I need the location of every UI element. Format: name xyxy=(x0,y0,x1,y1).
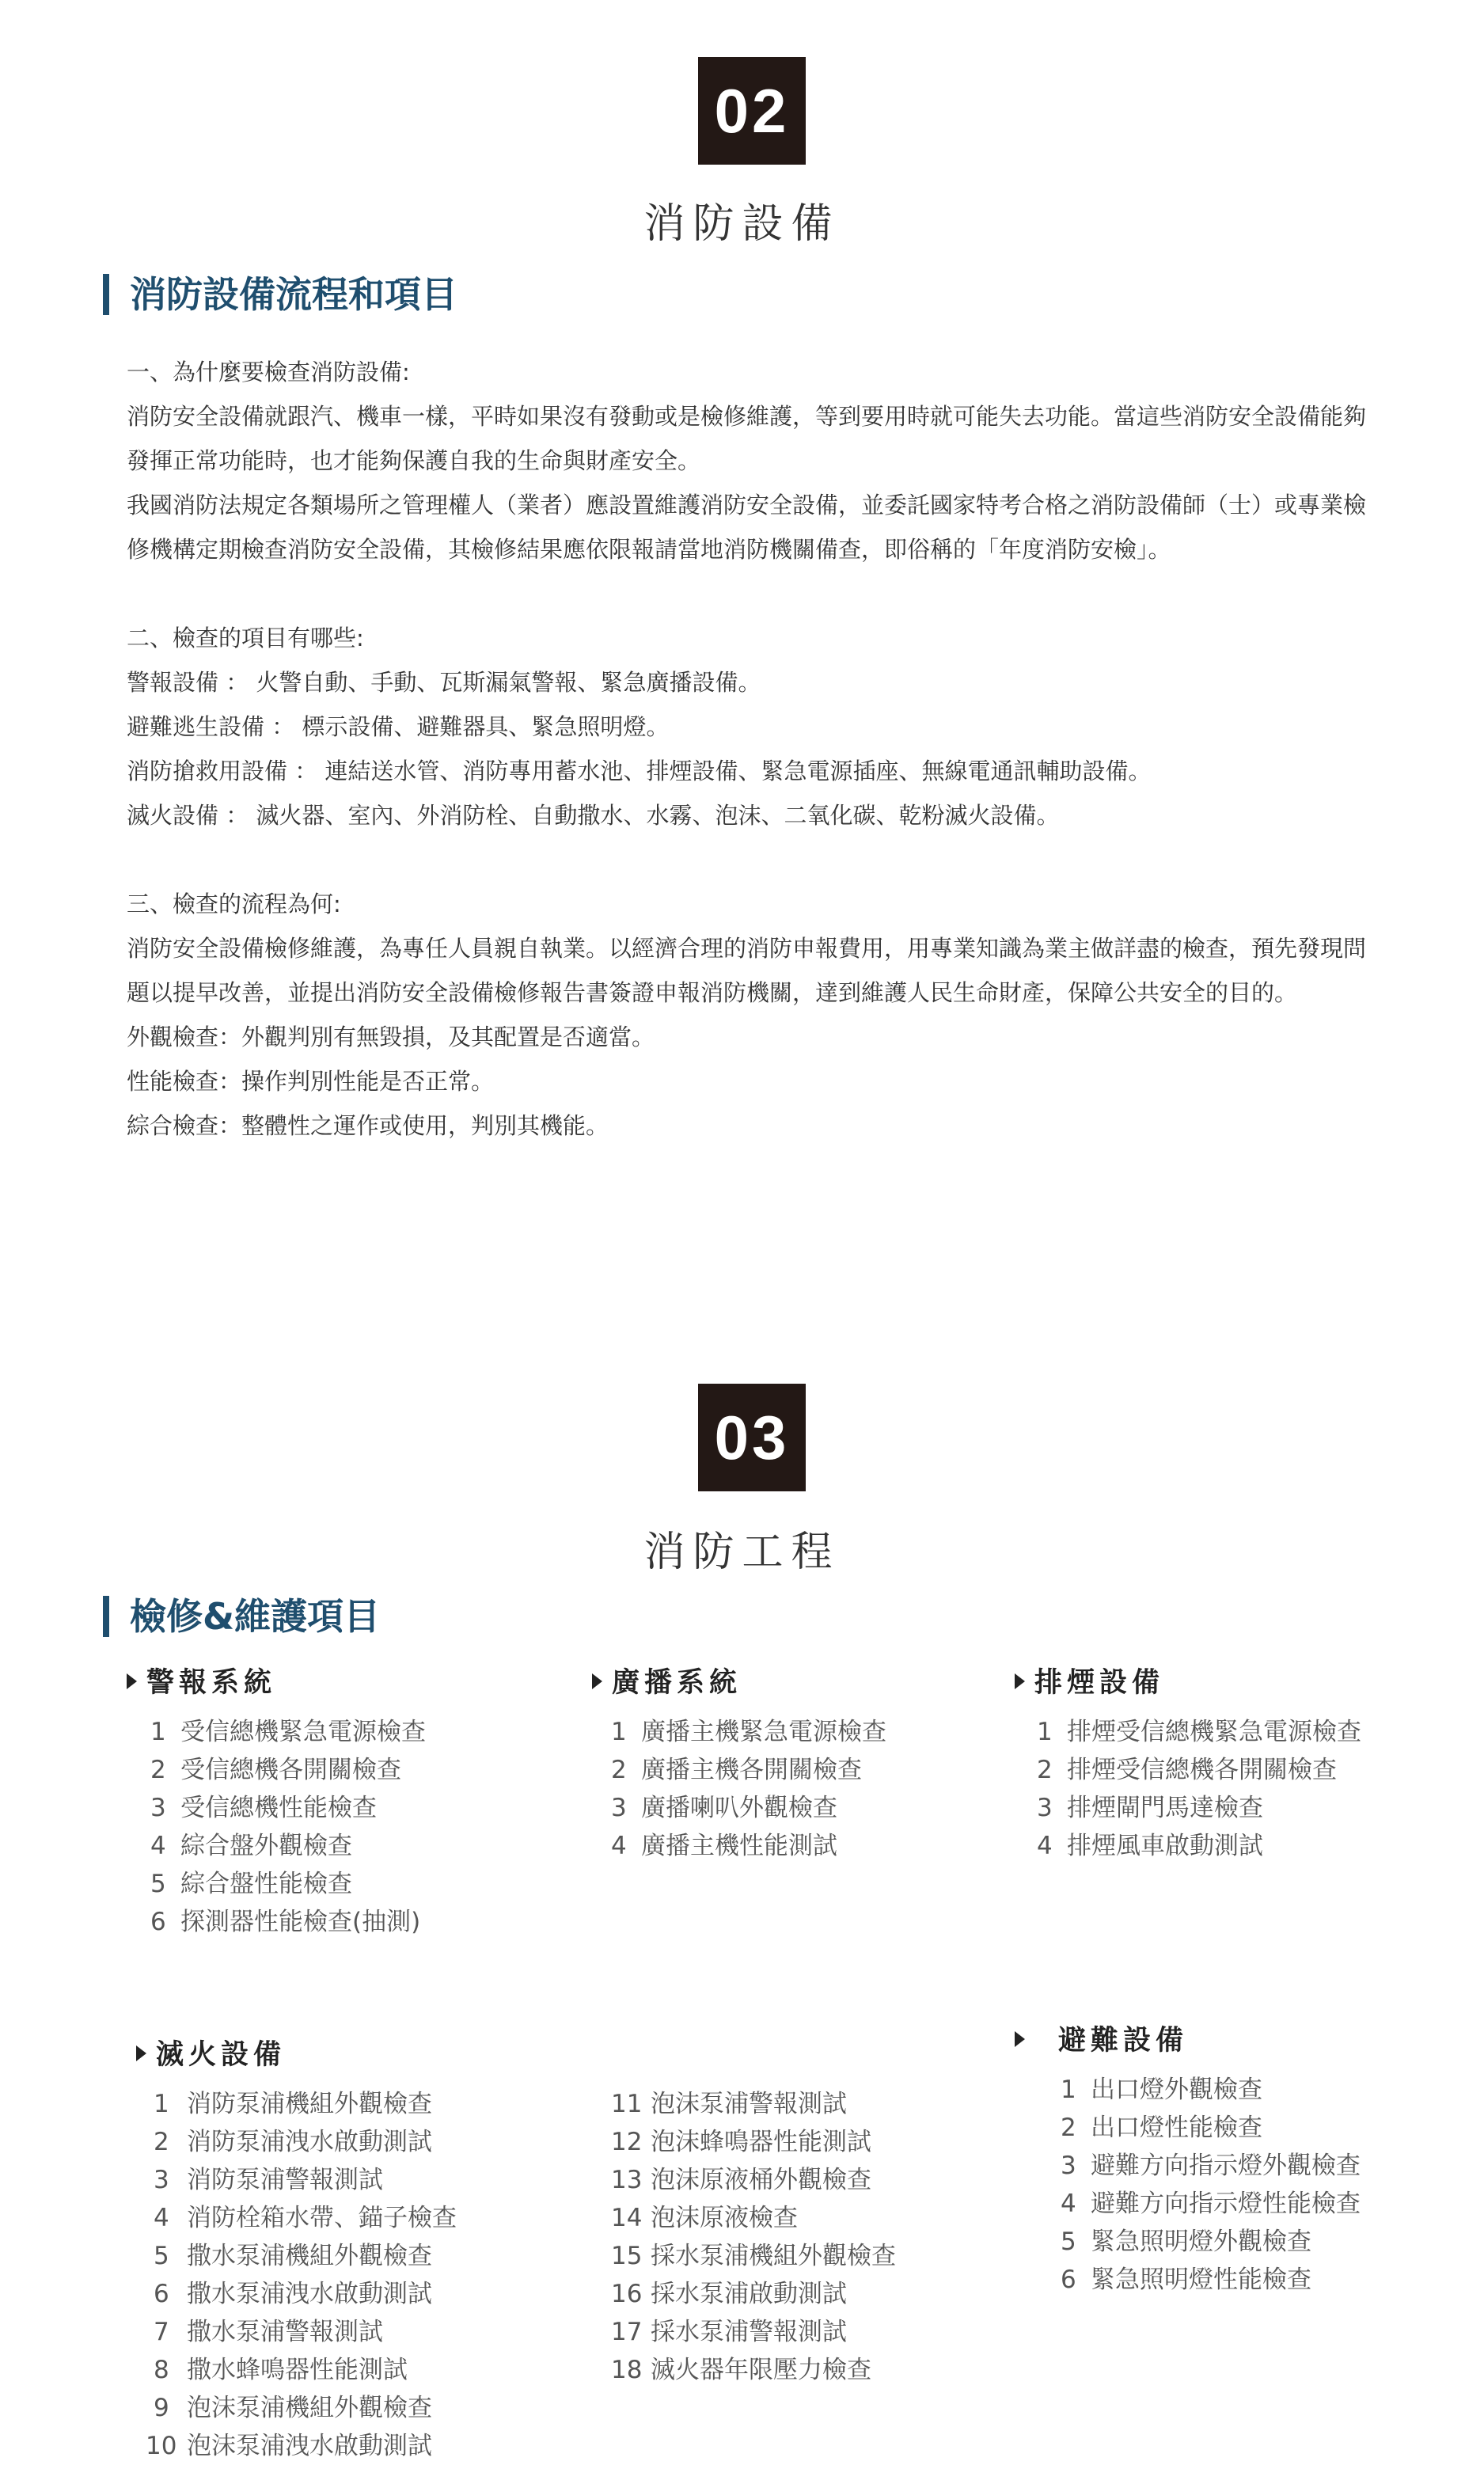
list-item xyxy=(136,2237,457,2275)
section-heading: 檢修&維護項目 xyxy=(103,1596,380,1637)
item-text: 撒水泵浦機組外觀檢查 xyxy=(187,2242,432,2270)
intro-gap xyxy=(127,572,1377,616)
list-item xyxy=(136,2351,457,2389)
item-number: 1 xyxy=(1061,2076,1076,2104)
list-item xyxy=(127,1827,426,1865)
intro-text xyxy=(127,350,1377,1148)
list-item xyxy=(136,2085,457,2123)
list-item xyxy=(1015,1713,1361,1751)
item-number: 4 xyxy=(1061,2190,1076,2218)
item-number: 2 xyxy=(1037,1756,1053,1784)
item-text: 排煙閘門馬達檢查 xyxy=(1067,1794,1263,1822)
list-item xyxy=(1015,1827,1361,1865)
list-item xyxy=(136,2389,457,2427)
item-number: 2 xyxy=(154,2128,169,2156)
item-text: 撒水蜂鳴器性能測試 xyxy=(187,2356,408,2384)
intro-line: 避難逃生設備 ： 標示設備、避難器具、緊急照明燈。 xyxy=(127,713,670,740)
item-number: 2 xyxy=(1061,2114,1076,2142)
intro-line: 消防安全設備就跟汽、機車一樣，平時如果沒有發動或是檢修維護，等到要用時就可能失去功能。當這些消防安全設備能夠發揮正常功能時，也才能夠保護自我的生命與財產安全。 xyxy=(127,403,1367,474)
triangle-bullet-icon xyxy=(127,1673,137,1689)
item-text: 排煙受信總機各開關檢查 xyxy=(1067,1756,1337,1784)
item-number: 4 xyxy=(611,1832,627,1860)
intro-line: 我國消防法規定各類場所之管理權人（業者）應設置維護消防安全設備，並委託國家特考合格之消防設備師（士）或專業檢修機構定期檢查消防安全設備，其檢修結果應依限報請當地消防機關備查，即俗稱的「年度消防安檢」。 xyxy=(127,492,1367,563)
intro-line: 二、檢查的項目有哪些: xyxy=(127,625,364,651)
list-item xyxy=(1015,2109,1361,2147)
list-item xyxy=(1015,1789,1361,1827)
list-item xyxy=(1015,1751,1361,1789)
item-number: 1 xyxy=(1037,1718,1053,1746)
item-text: 排煙風車啟動測試 xyxy=(1067,1832,1263,1860)
item-number: 6 xyxy=(1061,2266,1076,2294)
list-item xyxy=(127,1713,426,1751)
item-text: 泡沫原液檢查 xyxy=(651,2204,798,2232)
intro-line: 性能檢查：操作判別性能是否正常。 xyxy=(127,1068,495,1095)
intro-line: 外觀檢查：外觀判別有無毀損，及其配置是否適當。 xyxy=(127,1024,655,1050)
group-title-text: 滅火設備 xyxy=(156,2039,287,2071)
item-text: 緊急照明燈外觀檢查 xyxy=(1091,2228,1311,2256)
item-number: 13 xyxy=(611,2166,643,2194)
alarm-system-group xyxy=(127,1662,426,1941)
item-text: 廣播主機緊急電源檢查 xyxy=(641,1718,886,1746)
item-number: 15 xyxy=(611,2242,643,2270)
list-item xyxy=(592,1713,886,1751)
item-number: 2 xyxy=(150,1756,166,1784)
item-text: 消防泵浦洩水啟動測試 xyxy=(187,2128,432,2156)
triangle-bullet-icon xyxy=(1015,1673,1025,1689)
item-number: 18 xyxy=(611,2356,643,2384)
intro-gap xyxy=(127,837,1377,882)
list-item xyxy=(1015,2185,1361,2223)
triangle-bullet-icon xyxy=(136,2045,146,2061)
item-number: 3 xyxy=(154,2166,169,2194)
list-item xyxy=(592,1751,886,1789)
item-number: 5 xyxy=(154,2242,169,2270)
item-number: 7 xyxy=(154,2318,169,2346)
item-number: 6 xyxy=(150,1908,166,1936)
group-title-text: 警報系統 xyxy=(146,1667,277,1699)
list-item xyxy=(127,1903,426,1941)
item-number: 5 xyxy=(1061,2228,1076,2256)
section-title: 消防設備 xyxy=(643,200,841,248)
list-item xyxy=(611,2085,896,2123)
list-item xyxy=(611,2275,896,2313)
intro-line: 綜合檢查：整體性之運作或使用，判別其機能。 xyxy=(127,1112,609,1139)
extinguishing-group-continued xyxy=(611,2085,896,2389)
item-number: 3 xyxy=(1061,2152,1076,2180)
extinguishing-group xyxy=(136,2034,457,2465)
item-number: 2 xyxy=(611,1756,627,1784)
item-number: 4 xyxy=(154,2204,169,2232)
item-list xyxy=(592,1713,886,1865)
list-item xyxy=(136,2123,457,2161)
list-item xyxy=(127,1865,426,1903)
item-text: 廣播主機性能測試 xyxy=(641,1832,837,1860)
group-title-text: 排煙設備 xyxy=(1034,1667,1165,1699)
list-item xyxy=(611,2161,896,2199)
item-text: 泡沫原液桶外觀檢查 xyxy=(651,2166,871,2194)
item-text: 廣播主機各開關檢查 xyxy=(641,1756,862,1784)
group-title xyxy=(592,1662,886,1703)
list-item xyxy=(136,2427,457,2465)
item-list xyxy=(1015,2071,1361,2299)
item-number: 1 xyxy=(154,2090,169,2118)
list-item xyxy=(127,1751,426,1789)
item-text: 消防栓箱水帶、錨子檢查 xyxy=(187,2204,457,2232)
intro-line: 一、為什麼要檢查消防設備: xyxy=(127,359,410,386)
list-item xyxy=(1015,2071,1361,2109)
item-text: 採水泵浦機組外觀檢查 xyxy=(651,2242,896,2270)
item-number: 1 xyxy=(150,1718,166,1746)
item-number: 4 xyxy=(1037,1832,1053,1860)
item-number: 10 xyxy=(146,2432,177,2460)
intro-line: 消防安全設備檢修維護，為專任人員親自執業。以經濟合理的消防申報費用，用專業知識為業主做詳盡的檢查，預先發現問題以提早改善，並提出消防安全設備檢修報告書簽證申報消防機關，達到維護人民生命財產，保障公共安全的目的。 xyxy=(127,935,1367,1006)
item-number: 12 xyxy=(611,2128,643,2156)
item-text: 受信總機性能檢查 xyxy=(180,1794,377,1822)
list-item xyxy=(136,2199,457,2237)
item-text: 探測器性能檢查(抽測) xyxy=(180,1908,421,1936)
item-text: 出口燈性能檢查 xyxy=(1091,2114,1262,2142)
item-text: 緊急照明燈性能檢查 xyxy=(1091,2266,1311,2294)
list-item xyxy=(611,2237,896,2275)
intro-line: 三、檢查的流程為何: xyxy=(127,891,341,917)
item-number: 3 xyxy=(1037,1794,1053,1822)
list-item xyxy=(1015,2147,1361,2185)
section-heading: 消防設備流程和項目 xyxy=(103,274,457,315)
list-item xyxy=(136,2275,457,2313)
group-title xyxy=(1015,1662,1361,1703)
item-text: 避難方向指示燈性能檢查 xyxy=(1091,2190,1361,2218)
item-text: 撒水泵浦警報測試 xyxy=(187,2318,383,2346)
group-title-text: 廣播系統 xyxy=(612,1667,742,1699)
item-text: 排煙受信總機緊急電源檢查 xyxy=(1067,1718,1361,1746)
group-title-text: 避難設備 xyxy=(1058,2025,1189,2057)
item-number: 9 xyxy=(154,2394,169,2422)
item-text: 消防泵浦警報測試 xyxy=(187,2166,383,2194)
section-number-badge: 03 xyxy=(698,1384,806,1491)
group-title xyxy=(1015,2020,1361,2061)
group-title xyxy=(127,1662,426,1703)
list-item xyxy=(592,1827,886,1865)
item-text: 綜合盤外觀檢查 xyxy=(180,1832,352,1860)
item-text: 泡沫泵浦警報測試 xyxy=(651,2090,847,2118)
list-item xyxy=(611,2313,896,2351)
item-number: 6 xyxy=(154,2280,169,2308)
item-text: 滅火器年限壓力檢查 xyxy=(651,2356,871,2384)
list-item xyxy=(136,2161,457,2199)
broadcast-system-group xyxy=(592,1662,886,1865)
item-text: 受信總機緊急電源檢查 xyxy=(180,1718,426,1746)
item-list xyxy=(127,1713,426,1941)
item-text: 避難方向指示燈外觀檢查 xyxy=(1091,2152,1361,2180)
item-text: 採水泵浦警報測試 xyxy=(651,2318,847,2346)
list-item xyxy=(592,1789,886,1827)
list-item xyxy=(1015,2223,1361,2261)
item-text: 綜合盤性能檢查 xyxy=(180,1870,352,1898)
intro-line: 警報設備 ： 火警自動、手動、瓦斯漏氣警報、緊急廣播設備。 xyxy=(127,669,761,696)
intro-line: 消防搶救用設備 ： 連結送水管、消防專用蓄水池、排煙設備、緊急電源插座、無線電通訊輔助設備。 xyxy=(127,758,1152,784)
item-text: 廣播喇叭外觀檢查 xyxy=(641,1794,837,1822)
list-item xyxy=(1015,2261,1361,2299)
item-number: 14 xyxy=(611,2204,643,2232)
item-text: 採水泵浦啟動測試 xyxy=(651,2280,847,2308)
list-item xyxy=(611,2351,896,2389)
item-number: 8 xyxy=(154,2356,169,2384)
item-text: 受信總機各開關檢查 xyxy=(180,1756,401,1784)
item-number: 4 xyxy=(150,1832,166,1860)
item-list xyxy=(1015,1713,1361,1865)
item-list xyxy=(136,2085,457,2465)
item-number: 1 xyxy=(611,1718,627,1746)
item-number: 11 xyxy=(611,2090,643,2118)
item-number: 5 xyxy=(150,1870,166,1898)
item-list xyxy=(611,2085,896,2389)
item-text: 撒水泵浦洩水啟動測試 xyxy=(187,2280,432,2308)
triangle-bullet-icon xyxy=(592,1673,602,1689)
item-text: 出口燈外觀檢查 xyxy=(1091,2076,1262,2104)
section-number-badge: 02 xyxy=(698,57,806,165)
list-item xyxy=(611,2123,896,2161)
item-number: 3 xyxy=(150,1794,166,1822)
evacuation-group xyxy=(1015,2020,1361,2299)
list-item xyxy=(127,1789,426,1827)
intro-line: 滅火設備 ： 滅火器、室內、外消防栓、自動撒水、水霧、泡沫、二氧化碳、乾粉滅火設備。 xyxy=(127,802,1060,829)
list-item xyxy=(136,2313,457,2351)
item-text: 泡沫泵浦洩水啟動測試 xyxy=(187,2432,432,2460)
group-title xyxy=(136,2034,457,2076)
item-text: 泡沫蜂鳴器性能測試 xyxy=(651,2128,871,2156)
list-item xyxy=(611,2199,896,2237)
item-text: 消防泵浦機組外觀檢查 xyxy=(187,2090,432,2118)
triangle-bullet-icon xyxy=(1015,2031,1025,2047)
item-number: 3 xyxy=(611,1794,627,1822)
smoke-exhaust-group xyxy=(1015,1662,1361,1865)
section-title: 消防工程 xyxy=(643,1529,841,1576)
item-number: 16 xyxy=(611,2280,643,2308)
item-text: 泡沫泵浦機組外觀檢查 xyxy=(187,2394,432,2422)
item-number: 17 xyxy=(611,2318,643,2346)
